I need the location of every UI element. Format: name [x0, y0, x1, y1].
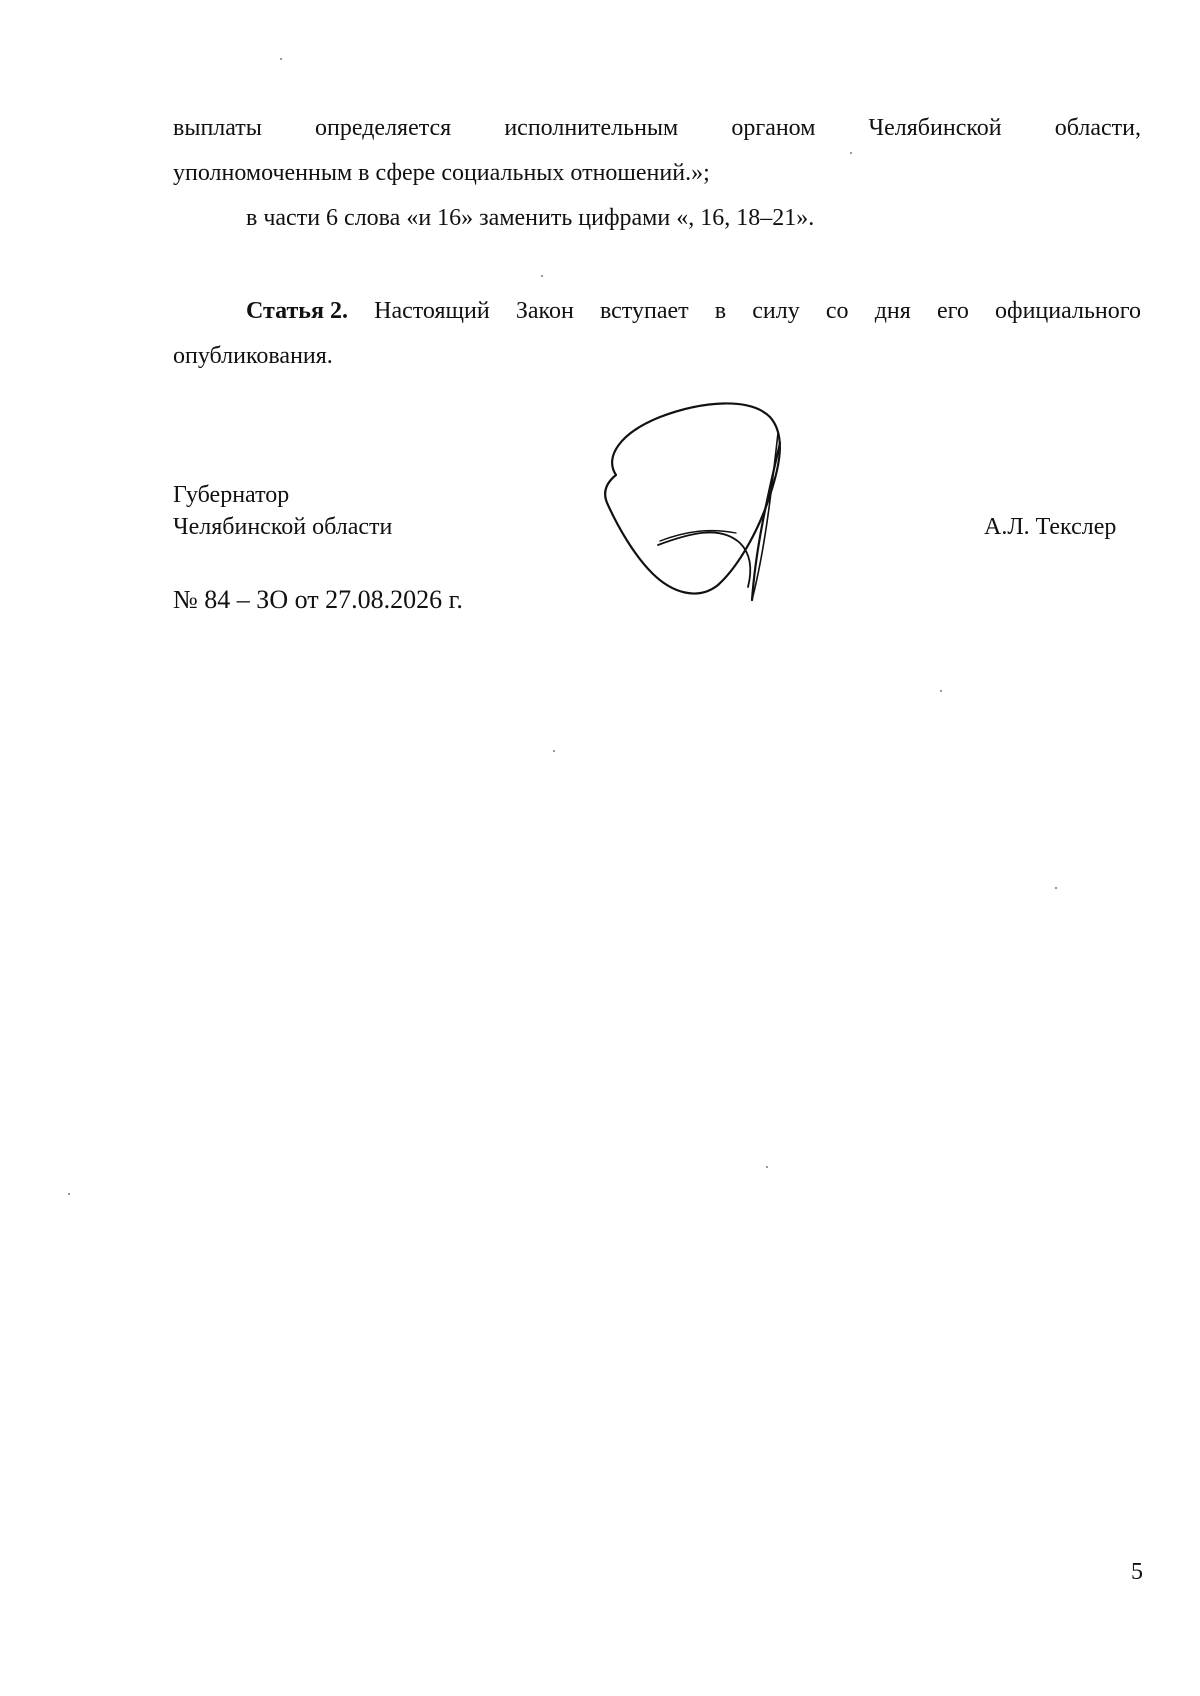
- paragraph-1-line-1: [173, 113, 1141, 143]
- word: официального: [995, 298, 1141, 324]
- handwritten-signature: [590, 395, 800, 610]
- word: силу: [752, 298, 800, 324]
- law-number: № 84 – ЗО от 27.08.2026 г.: [173, 585, 463, 614]
- page-number: 5: [1131, 1559, 1143, 1585]
- word: со: [825, 298, 849, 324]
- signatory-position-line-1: Губернатор: [173, 482, 290, 508]
- scan-speck: [541, 275, 543, 277]
- scan-speck: [850, 152, 852, 154]
- word: его: [936, 298, 969, 324]
- scan-speck: [766, 1166, 768, 1168]
- scan-speck: [68, 1193, 70, 1195]
- scan-speck: [1055, 887, 1057, 889]
- scan-speck: [940, 690, 942, 692]
- word: определяется: [315, 115, 452, 141]
- word: Настоящий: [374, 298, 490, 324]
- word: области,: [1054, 115, 1141, 141]
- signatory-position-line-2: Челябинской области: [173, 514, 393, 540]
- word: Челябинской: [868, 115, 1002, 141]
- word: дня: [874, 298, 911, 324]
- scan-speck: [280, 58, 282, 60]
- scan-speck: [553, 750, 555, 752]
- word: выплаты: [173, 115, 262, 141]
- word: в: [714, 298, 727, 324]
- article-2-line-2: опубликования.: [173, 343, 333, 369]
- paragraph-2: в части 6 слова «и 16» заменить цифрами «, 16, 18–21».: [246, 205, 815, 231]
- signatory-name: А.Л. Текслер: [984, 514, 1117, 540]
- word: вступает: [599, 298, 689, 324]
- article-2-line-1: [173, 296, 1141, 326]
- word: Закон: [515, 298, 574, 324]
- word: органом: [731, 115, 816, 141]
- word: исполнительным: [504, 115, 679, 141]
- article-heading: Статья 2.: [246, 298, 348, 324]
- paragraph-1-line-2: уполномоченным в сфере социальных отношений.»;: [173, 160, 710, 186]
